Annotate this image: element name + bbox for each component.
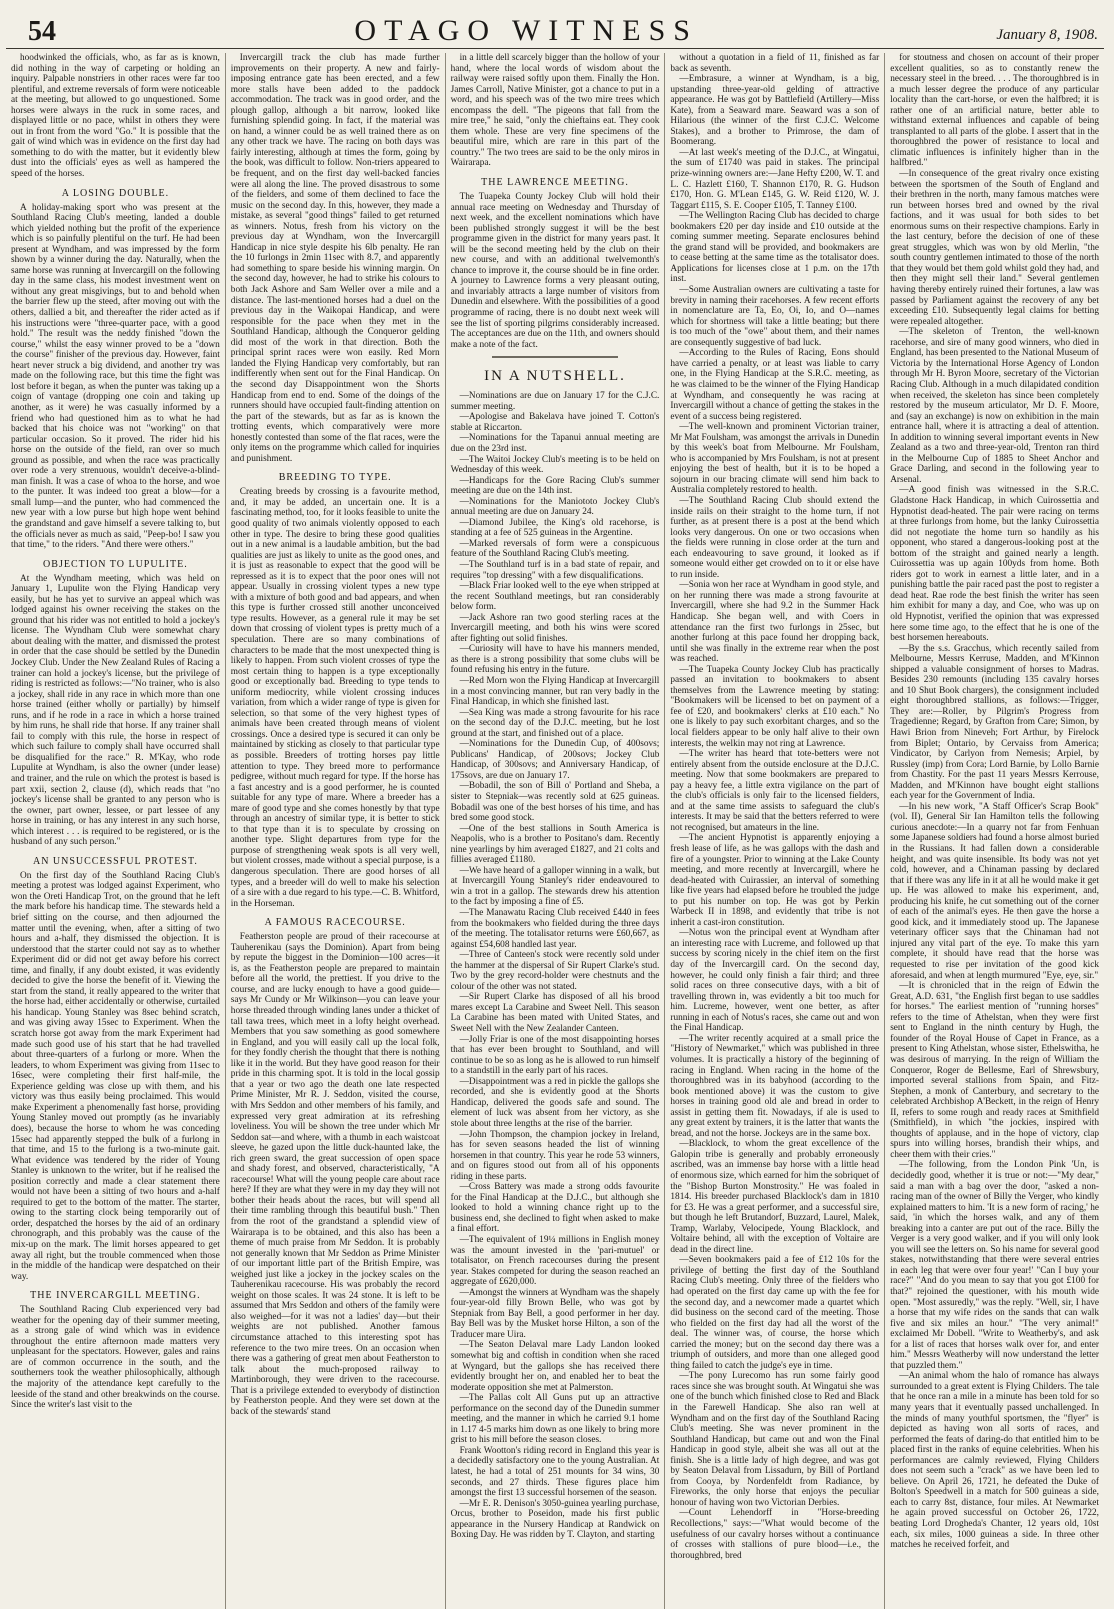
section-heading: OBJECTION TO LUPULITE.	[43, 558, 188, 570]
article-paragraph: —Seven bookmakers paid a fee of £12 10s for the privilege of betting the first day of the Southland Racing Club's meeting. Only three of the fielders who had operated on the first day came up with the fee for the second day, and a newcomer made a quartet which did business on the second card of the meeting. Those who fielded on the first day had all the worst of the deal. The winner was, of course, the horse which carried the money; but on the second day there was a triumph of outsiders, and more than one alleged good thing failed to catch the judge's eye in time.	[670, 1255, 880, 1371]
article-paragraph: —According to the Rules of Racing, Eons should have carried a penalty, or at least was liable to carry one, in the Flying Handicap at the S.R.C. meeting, as he was claimed to be the winner of the Flying Handicap at Wyndham, and consequently he was racing at Invercargill without a chance of getting the stakes in the event of a success being registered.	[670, 348, 880, 422]
article-paragraph: —Sea King was made a strong favourite for his race on the second day of the D.J.C. meeting, but he lost ground at the start, and finished out of a place.	[450, 707, 660, 739]
article-paragraph: —We have heard of a galloper winning in a walk, but at Invercargill Young Stanley's rider endeavoured to win a trot in a gallop. The stewards drew his attention to the fact by imposing a fine of £5.	[450, 865, 660, 908]
section-divider	[492, 356, 617, 358]
article-paragraph: hoodwinked the officials, who, as far as is known, did nothing in the way of carpeting or holding an inquiry. Palpable nonstriers in other races were far too plentiful, and extreme reversals of form were noticeable at the meeting, but allowed to go unquestioned. Some horses were always in the ruck in some races, and displayed little or no pace, whilst in others they were out in front from the word "Go." It is possible that the gait of wind which was in evidence on the first day had something to do with the matter, but it evidently blew dust into the officials' eyes as well as hampered the speed of the horses.	[11, 53, 220, 180]
article-paragraph: —Some Australian owners are cultivating a taste for brevity in naming their racehorses. A few recent efforts in nomenclature are Ta, Eo, Oi, Io, and O—names which for shortness will take a little beating; but there is too much of the "owe" about them, and their names are consequently suggestive of bad luck.	[670, 285, 880, 348]
newspaper-title: OTAGO WITNESS	[354, 14, 698, 47]
article-paragraph: Featherston people are proud of their racecourse at Tauherenikau (says the Dominion). Apart from being by repute the biggest in the Dominion—100 acres—it is, as the Featherston people are prepared to maintain before all the world, the prettiest. If you drive to the course, and are lucky enough to have a good guide—says Mr Cundy or Mr Wilkinson—you can leave your horse threaded through winding lanes under a thicket of tall tawa trees, which meet in a lofty height overhead. Members that you saw something as good somewhere in England, and you will easily call up the local folk, for they fondly cherish the thought that there is nothing like it in the world. But they have good reason for their pride in this charming spot. It is told in the local gossip that a year or two ago the death one late respected Prime Minister, Mr R. J. Seddon, visited the course, with Mrs Seddon and other members of his family, and expressed very great admiration at its refreshing loveliness. You will be shown the tree under which Mr Seddon sat—and where, with a thumb in each waistcoat sleeve, he gazed upon the little duck-haunted lake, the rich green sward, the great succession of open space and shady forest, and observed, characteristically, "A racecourse! What will the young people care about race here? If they are what they were in my day they will not bother their heads about the races, but will spend all their time rambling through this beautiful bush." Then from the root of the grandstand a splendid view of Wairarapa is to be obtained, and this also has been a theme of much praise from Mr Seddon. It is probably not generally known that Mr Seddon as Prime Minister of our important little part of the British Empire, was weighed just like a jockey in the jockey scales on the Tauherenikau racecourse. His was probably the record weight on those scales. It was 24 stone. It is left to be assumed that Mrs Seddon and others of the family were also weighed—for it was not a ladies' day—but their weights are not published. Another famous circumstance attached to this interesting spot has reference to the two mire trees. On an occasion when there was a gathering of great men about Featherston to talk about the much-proposed railway to Martinborough, they were driven to the racecourse. That is a privilege extended to everybody of distinction by Featherston people. And they were set down at the back of the stewards' stand	[230, 932, 440, 1417]
article-paragraph: —Blacklock, to whom the great excellence of the Galopin tribe is generally and probably erroneously ascribed, was an immense bay horse with a little head of enormous size, which earned for him the sobriquet of the "Bishop Burton Monstrosity." He was foaled in 1814. His breeder purchased Blacklock's dam in 1810 for £3. He was a great performer, and a successful sire, but though he left Brutandorf, Buzzard, Laurel, Malek, Tramp, Warlaby, Velocipede, Young Blacklock, and Voltaire behind, all with the exception of Voltaire are dead in the direct line.	[670, 1139, 880, 1255]
section-heading: A FAMOUS RACECOURSE.	[264, 917, 406, 929]
article-paragraph: —Nominations for the Tapanui annual meeting are due on the 23rd inst.	[450, 433, 660, 454]
article-paragraph: —The skeleton of Trenton, the well-known racehorse, and sire of many good winners, who died in England, has been presented to the National Museum of Victoria by the International Horse Agency of London through Mr H. Byron Moore, secretary of the Victorian Racing Club. Although in a much dilapidated condition when received, the skeleton has since been completely restored by the museum articulator, Mr D. F. Moore, and (say an exchange) is now on exhibition in the main entrance hall, where it is attracting a deal of attention. In addition to winning several important events in New Zealand as a two and three-year-old, Trenton ran third in the Melbourne Cup of 1885 to Sheet Anchor and Grace Darling, and second in the following year to Arsenal.	[890, 327, 1099, 485]
article-paragraph: —In his new work, "A Staff Officer's Scrap Book" (vol. II), General Sir Ian Hamilton tells the following curious anecdote:—In a quarry not far from Fenhuan some Japanese soldiers had found a horse almost buried in the Russians. It had fallen down a considerable height, and was quite insensible. Its body was not yet cold, however, and a Chinaman passing by declared that if there was any life in it at all he would make it get up. He was allowed to make his experiment, and, producing his knife, he cut something out of the corner of each of the animal's eyes. He then gave the horse a good kick, and it immediately stood up. The Japanese veterinary officer says that the Chinaman had not injured any vital part of the eye. To make this yarn complete, it should have read that the horse was requested to rise per invitation of the good kick aforesaid, and when at length murmured "Eye, eye, sir."	[890, 801, 1099, 981]
article-paragraph: for stoutness and chosen on account of their proper excellent qualities, so as to constantly renew the necessary steel in the breed. . . . The thoroughbred is in a much lesser degree the produce of any particular locality than the cart-horse, or even the halfbred; it is rather one of an artificial nature, better able to withstand external influences and capable of being transplanted to all parts of the globe. I assert that in the thoroughbred the power of resistance to local and climatic influences is infinitely higher than in the halfbred."	[890, 53, 1099, 169]
article-paragraph: The Tuapeka County Jockey Club will hold their annual race meeting on Wednesday and Thursday of next week, and the excellent nominations which have been published strongly suggest it will be the best programme given in the district for many years past. It will be the second meeting held by the club on their new course, and with an additional twelvemonth's chance to improve it, the course should be in fine order. A journey to Lawrence forms a very pleasant outing, and invariably attracts a large number of visitors from Dunedin and elsewhere. With the possibilities of a good programme of racing, there is no doubt next week will see the list of sporting pilgrims considerably increased. The acceptances are due on the 11th, and owners should make a note of the fact.	[450, 192, 660, 350]
article-paragraph: —By the s.s. Gracchus, which recently sailed from Melbourne, Messrs Kerruse, Madden, and M'Kinnon shipped a valuable consignment of horses to Madras. Besides 230 remounts (including 135 cavalry horses and 10 Shut Book chargers), the consignment included eight thoroughbred stallions, as follows:—Trigger, They are:—Roller, by Pilgrim's Progress from Tragedienne; Regard, by Grafton from Care; Simon, by Hawi Brion from Nineveh; Fort Arthur, by Firelock from Biplet; Ontario, by Cervaiss from America; Vindicator, by Carlyon from Nemesis; Arpiel, by Russley (imp) from Cora; Lord Barnie, by Lollo Barnie from Chastity. For the past 11 years Messrs Kerrouse, Madden, and M'Kinnon have bought eight stallions each year for the Government of India.	[890, 643, 1099, 802]
article-paragraph: —Amongst the winners at Wyndham was the shapely four-year-old filly Brown Belle, who was got by Stepniak from Bay Bell, a good performer in her day. Bay Bell was by the Musket horse Hilton, a son of the Traducer mare Uira.	[450, 1287, 660, 1340]
article-paragraph: —The Tuapeka County Jockey Club has practically passed an invitation to bookmakers to absent themselves from the Lawrence meeting by stating: "Bookmakers will be licensed to bet on payment of a fee of £20, and bookmakers' clerks at £10 each." No one is likely to pay such exorbitant charges, and so the local fielders appear to be only half alive to their own interests, the welkin may not ring at Lawrence.	[670, 664, 880, 749]
article-paragraph: —Apologise and Bakelava have joined T. Cotton's stable at Riccarton.	[450, 412, 660, 433]
article-paragraph: —Nominations for the Dunedin Cup, of 400sovs; Publicans' Handicap, of 200sovs; Jockey Club Handicap, of 300sovs; and Anniversary Handicap, of 175sovs, are due on January 17.	[450, 739, 660, 781]
section-heading: IN A NUTSHELL.	[484, 368, 626, 385]
section-heading: A LOSING DOUBLE.	[61, 187, 170, 199]
article-paragraph: —The Waitoi Jockey Club's meeting is to be held on Wednesday of this week.	[450, 454, 660, 476]
article-paragraph: —The Southland turf is in a bad state of repair, and requires "top dressing" with a few disqualifications.	[450, 559, 660, 581]
article-paragraph: —The well-known and prominent Victorian trainer, Mr Mat Foulsham, was amongst the arrivals in Dunedin by this week's boat from Melbourne. Mr Foulsham, who is accompanied by Mrs Foulsham, is not at present enjoying the best of health, but it is to be hoped a sojourn in our bracing climate will send him back to Australia completely restored to health.	[670, 422, 880, 496]
article-paragraph: —Embrasure, a winner at Wyndham, is a big, upstanding three-year-old gelding of attractive appearance. He was got by Battlefield (Artillery—Miss Kate), from a Seaward mare. Seaward was a son of Hilarious (the winner of the first C.J.C. Welcome Stakes), and a brother to Primrose, the dam of Boomerang.	[670, 74, 880, 148]
article-paragraph: —John Thompson, the champion jockey in Ireland, has for seven seasons headed the list of winning horsemen in that country. This year he rode 53 winners, and on figures stood out from all of his opponents riding in these parts.	[450, 1129, 660, 1182]
article-paragraph: —Red Morn won the Flying Handicap at Invercargill in a most convincing manner, but ran very badly in the Final Handicap, in which she finished last.	[450, 675, 660, 708]
article-paragraph: —The Pallas colt All Guns put up an attractive performance on the second day of the Dunedin summer meeting, and the manner in which he carried 9.1 home in 1.17 4-5 marks him down as one likely to bring more grist to his mill before the season closes.	[450, 1393, 660, 1446]
article-paragraph: —Black Friar looked well to the eye when stripped at the recent Southland meetings, but ran considerably below form.	[450, 581, 660, 613]
article-paragraph: —Diamond Jubilee, the King's old racehorse, is standing at a fee of 525 guineas in the Argentine.	[450, 517, 660, 539]
article-paragraph: —At last week's meeting of the D.J.C., at Wingatui, the sum of £1740 was paid in stakes. The principal prize-winning owners are:—Jane Hefty £200, W. T. and L. C. Hazlett £160, T. Shannon £170, R. G. Hudson £170, Hon. G. M'Lean £145, G. W. Reid £120, W. J. Taggart £115, S. E. Cooper £105, T. Tanney £100.	[670, 147, 880, 211]
article-paragraph: —Curiosity will have to have his manners mended, as there is a strong possibility that some clubs will be found refusing his entry in the future.	[450, 644, 660, 676]
article-paragraph: —An animal whom the halo of romance has always surrounded to a great extent is Flying Childers. The tale that he once ran a mile in a minute has been told for so many years that it eventually passed unchallenged. In the minds of many youthful sportsmen, the "flyer" is depicted as having won all sorts of races, and performed the feats of daring-do that entitled him to be placed first in the ranks of equine celebrities. When his performances are calmly reviewed, Flying Childers does not seem such a "crack" as we have been led to believe. On April 26, 1721, he defeated the Duke of Bolton's Speedwell in a match for 500 guineas a side, each to carry 8st, distance, four miles. At Newmarket he again proved successful on October 26, 1722, beating Lord Drogheda's Chanter, 12 years old, 10st each, six miles, 1000 guineas a side. In three other matches he received forfeit, and	[890, 1371, 1099, 1551]
article-paragraph: —Three of Canteen's stock were recently sold under the hammer at the dispersal of Sir Rupert Clarke's stud. Two by the grey record-holder were chestnuts and the colour of the other was not stated.	[450, 950, 660, 992]
article-paragraph: —The Wellington Racing Club has decided to charge bookmakers £20 per day inside and £10 outside at the coming summer meeting. Separate enclosures behind the grand stand will be provided, and bookmakers are to cease betting at the same time as the totalisator does. Applications for licenses close at 1 p.m. on the 17th inst.	[670, 211, 880, 285]
article-paragraph: —In consequence of the great rivalry once existing between the sportsmen of the South of England and their brethren in the north, many famous matches were run between horses bred and owned by the rival factions, and it was usual for both sides to bet enormous sums on their respective champions. Early in the last century, before the decision of one of these great struggles, which was won by old Merlin, "the south country gentlemen intimated to those of the north that they would bet them gold whilst gold they had, and then they might sell their land." Several gentlemen having thereby entirely ruined their fortunes, a law was passed by Parliament against the recovery of any bet exceeding £10. Subsequently legal claims for betting were repealed altogether.	[890, 169, 1099, 327]
article-paragraph: A holiday-making sport who was present at the Southland Racing Club's meeting, landed a double which yielded nothing but the profit of the experience which is so painfully plentiful on the turf. He had been present at Wyndham, and was impressed by the form shown by a winner during the day. Naturally, when the same horse was running at Invercargill on the following day in the same class, his modest investment went on without any great misgivings, but to and behold when the barrier flew up the steed, after moving out with the others, dallied a bit, and thereafter the rider acted as if his instructions were "three-quarter pace, with a good hold." The result was the neddy finished "down the course," whilst the easy winner proved to be a "down the course" finisher of the previous day. However, faint heart never struck a big dividend, and another try was made on the following race, but this time the fight was lost before it began, as when the punter was taking up a coign of vantage (dropping one coin and taking up another, as it were) he was casually informed by a friend who had questioned him as to what he had backed that his choice was not "working" on that particular occasion. So it proved. The rider hid his horse on the outside of the field, ran over so much ground as possible, and when the race was practically over rode a very strenuous, wouldn't deceive-a-blind-man finish. It was a case of whoa to the horse, and woe to the punter. It was indeed too great a blow—for a small lump—and the punter, who had commenced the new year with a low purse but high hope went behind the grandstand and gave himself a severe talking to, but the officials never as much as said, "Peep-bo! I saw you that time," to the riders. "And there were others."	[11, 202, 220, 551]
article-paragraph: —Jolly Friar is one of the most disappointing horses that has ever been brought to Southland, and will continue to be so as long as he is allowed to run himself to a standstill in the early part of his races.	[450, 1034, 660, 1077]
section-heading: THE LAWRENCE MEETING.	[481, 177, 629, 189]
page-number: 54	[28, 16, 56, 47]
section-heading: THE INVERCARGILL MEETING.	[30, 1290, 201, 1302]
article-paragraph: —Count Lehendorff in "Horse-breeding Recollections," says:—"What would become of the usefulness of our cavalry horses without a continuance of crosses with stallions of pure blood—i.e., the thoroughbred, bred	[670, 1508, 880, 1561]
article-paragraph: Creating breeds by crossing is a favourite method, and, it may be added, an uncertain one. It is a fascinating method, too, for it looks feasible to unite the good quality of two animals violently opposed to each other in type. The desire to bring these good qualities out in a new animal is a laudable ambition, but the bad qualities are just as likely to unite as the good ones, and it is just as reasonable to expect that the good will be repressed as it is to expect that the poor ones will not appear. Usually in crossing violent types a new type with a mixture of both good and bad appears, and when this type is further crossed still another unconceived type results. However, as a general rule it may be set down that crossing of violent types is pretty much of a speculation. There are so many combinations of characters to be made that the most unexpected thing is likely to happen. From such violent crosses of type the most certain thing to happen is a type exceptionally good or exceptionally bad. Breeding to type tends to uniform mediocrity, while violent crossing induces variation, from which a wider range of type is given for selection, so that some of the very highest types of animals have been created through means of violent crossings. Once a desired type is secured it can only be maintained by sticking as closely to that particular type as possible. Breeders of trotting horses pay little attention to type. They breed more to performance pedigree, without much regard for type. If the horse has a fast ancestry and is a good performer, he is counted suitable for any type of mare. Where a breeder has a mare of good type and she comes honestly by that type through an ancestry of similar type, it is better to stick to that type than it is to speculate by crossing on another type. Slight departures from type for the purpose of strengthening weak spots is all very well, but violent crosses, made without a special purpose, is a dangerous speculation. There are good horses of all types, and a breeder will do well to make his selection of a sire with a due regard to his type.—C. B. Whitford, in the Horseman.	[230, 487, 440, 909]
article-paragraph: —Disappointment was a red in pickle the gallops she recorded, and she is evidently good at the Shorts Handicap, delivered the goods safe and sound. The element of luck was absent from her victory, as she stole about three lengths at the rise of the barrier.	[450, 1076, 660, 1129]
article-paragraph: —Marked reversals of form were a conspicuous feature of the Southland Racing Club's meeting.	[450, 538, 660, 560]
article-paragraph: —Sonia won her race at Wyndham in good style, and on her running there was made a strong favourite at Invercargill, where she had 9.2 in the Summer Hack Handicap. She began well, and with Coers in attendance ran the first two furlongs in 25sec, but another furlong at this pace found her dropping back, until she was finally in the extreme rear when the post was reached.	[670, 580, 880, 665]
article-paragraph: —Jack Ashore ran two good sterling races at the Invercargill meeting, and both his wins were scored after fighting out solid finishes.	[450, 612, 660, 644]
article-paragraph: —The following, from the London Pink 'Un, is decidedly good, whether it is true or not:—"My dear," said a man with a bag over the door, "asked a non-racing man of the owner of Billy the Verger, who kindly explained matters to him. 'It is a new form of racing,' he said, 'in which the horses walk, and any of them breaking into a canter are put out of the race. Billy the Verger is a very good walker, and if you will only look you will see the letters on. So his name for several good stakes, notwithstanding that there were several entries in each leg that were over four year!' "Can I buy your race?" "And do you mean to say that you got £100 for that?" rejoined the questioner, with his mouth wide open. "Most assuredly," was the reply. "Well, sir, I have a horse that my wife rides on the sands that can walk five and six miles an hour." "The very animal!" exclaimed Mr Dobell. "Write to Weatherby's, and ask for a list of races that horses walk over for, and enter him." Messrs Weatherby will now understand the letter that puzzled them."	[890, 1160, 1099, 1371]
article-paragraph: —The writer recently acquired at a small price the "History of Newmarket," which was published in three volumes. It is practically a history of the beginning of racing in England. When racing in the home of the thoroughbred was in its babyhood (according to the book mentioned above) it was the custom to give horses in training good old ale and bread in order to assist in getting them fit. Nowadays, if ale is used to any great extent by trainers, it is the latter that wants the bread, and not the horse. Jockeys are in the same box.	[670, 1033, 880, 1139]
article-paragraph: —The equivalent of 19¼ millions in English money was the amount invested in the 'pari-mutuel' or totalisator, on French racecourses during the present year. Stakes competed for during the season reached an aggregate of £620,000.	[450, 1234, 660, 1288]
article-paragraph: —The pony Lurecomo has run some fairly good races since she was brought south. At Wingatui she was one of the bunch which finished close to Red and Black in the Farewell Handicap. She also ran well at Wyndham and on the first day of the Southland Racing Club's meeting. She was never prominent in the Southland Handicap, but came out and won the Final Handicap in good style, albeit she was all out at the finish. She is a little lady of high degree, and was got by Seaton Delaval from Lissadurn, by Bill of Portland from Cooya, by Nordenfeldt from Radiance, by Fireworks, the only horse that enjoys the peculiar honour of having won two Victorian Derbies.	[670, 1371, 880, 1508]
column-2	[225, 53, 445, 1609]
article-paragraph: without a quotation in a field of 11, finished as far back as seventh.	[670, 53, 880, 74]
section-heading: BREEDING TO TYPE.	[278, 472, 392, 484]
column-1	[6, 53, 225, 1609]
article-paragraph: —A good finish was witnessed in the S.R.C. Gladstone Hack Handicap, in which Cuirossettia and Hypnotist dead-heated. The pair were racing on terms at three furlongs from home, but the lanky Cuirossettia did not negotiate the home turn so handily as his opponent, who stared a dangerous-looking post at the bottom of the straight and gained nearly a length. Cuirossettia was up again 100yds from home. Both riders got to work in earnest a little later, and in a punishing battle the pair raced past the post to register a dead heat. Rae rode the best finish the writer has seen him exhibit for many a day, and Coe, who was up on old Hypnotist, verified the opinion that was expressed here some time ago, to the effect that he is one of the best horsemen hereabouts.	[890, 485, 1099, 644]
article-paragraph: —One of the best stallions in South America is Neapolis, who is a brother to Positano's dam. Recently nine yearlings by him averaged £1827, and 21 colts and fillies averaged £1180.	[450, 823, 660, 866]
article-paragraph: —The ancient Hypnotist is apparently enjoying a fresh lease of life, as he was gallops with the dash and fire of a youngster. Prior to winning at the Lake County meeting, and more recently at Invercargill, where he dead-heated with Cuirassier, an interval of something like five years had elapsed before he troubled the judge to put his number on top. He was got by Perkin Warbeck II in 1898, and evidently that tribe is not inherit a cast-iron constitution.	[670, 833, 880, 928]
article-paragraph: —The Southland Racing Club should extend the inside rails on their straight to the home turn, if not further, as at present there is a post at the bend which looks very dangerous. On one or two occasions when the fields were running in close order at the turn and each endeavouring to save ground, it looked as if someone would either get crowded on to it or else have to run inside.	[670, 495, 880, 580]
column-3	[445, 53, 665, 1609]
article-paragraph: —It is chronicled that in the reign of Edwin the Great, A.D. 631, "the English first began to use saddles for horses." The earliest mention of "running horses" refers to the time of Athelstan, when they were first sent to England in the ninth century by Hugh, the founder of the Royal House of Capet in France, as a present to King Athelstan, whose sister, Ethelswitha, he was desirous of marrying. In the reign of William the Conqueror, Roger de Bellesme, Earl of Shrewsbury, imported several stallions from Spain, and Fitz-Stephen, a monk of Canterbury, and secretary to the celebrated Archbishop A'Beckett, in the reign of Henry II, refers to some rough and ready races at Smithfield (Smithfield), in which "the jockies, inspired with thoughts of applause, and in the hope of victory, clap spurs into willing horses, brandish their whips, and cheer them with their cries."	[890, 981, 1099, 1160]
article-paragraph: On the first day of the Southland Racing Club's meeting a protest was lodged against Experiment, who won the Oreti Handicap Trot, on the ground that he left the mark before his handicap time. The stewards held a brief sitting on the course, and then adjourned the matter until the evening, when, after a sitting of two hours and a-half, they dismissed the objection. It is understood that the starter could not say as to whether Experiment did or did not get away before his correct time, and finally, if any doubt existed, it was evidently decided to give the horse the benefit of it. Viewing the start from the stand, it really appeared to the writer that the horse had, either accidentally or otherwise, curtailed his handicap. Young Stanley was 8sec behind scratch, and was giving away 15sec to Experiment. When the scratch horse got away from the mark Experiment had made such good use of his start that he had travelled about three-quarters of a furlong or more. When the leaders, to whom Experiment was giving from 11sec to 16sec, were completing their first half-mile, the Experience gelding was close up with them, and his victory was thus easily being proclaimed. This would make Experiment a phenomenally fast horse, providing Young Stanley moved out promptly (as he invariably does), because the horse to whom he was conceding 15sec had apparently stepped the bulk of a furlong in that time, and 15 to the furlong is a two-minute gait. What evidence was tendered by the rider of Young Stanley is unknown to the writer, but if he realised the position correctly and made a clear statement there would not have been a sitting of two hours and a-half required to get to the bottom of the matter. The starter, owing to the starting clock being temporarily out of order, despatched the horses by the aid of an ordinary chronograph, and this probably was the cause of the mix-up on the mark. The limit horses appeared to get away all right, but the trouble commenced when those in the middle of the handicap were despatched on their way.	[11, 870, 220, 1282]
article-paragraph: —Nominations for the Maniototo Jockey Club's annual meeting are due on January 24.	[450, 496, 660, 518]
article-paragraph: At the Wyndham meeting, which was held on January 1, Lupulite won the Flying Handicap very easily, but he has yet to survive an appeal which was lodged against his owner receiving the stakes on the ground that his rider was not entitled to hold a jockey's license. The Wyndham Club were somewhat chary about dealing with the matter, and dismissed the protest in order that the case should be settled by the Dunedin Jockey Club. Under the New Zealand Rules of Racing a trainer can hold a jockey's license, but the privilege of riding is restricted as follows:—"No trainer, who is also a jockey, shall ride in any race in which more than one horse trained (either wholly or partially) by himself runs, and if he rode in a race in which a horse trained by him runs, he shall ride that horse. If any trainer shall fail to comply with this rule, the horse in respect of which such failure to comply shall have occurred shall be disqualified for the race." R. M'Kay, who rode Lupulite at Wyndham, is also the owner (under lease) and trainer, and the rule on which the protest is based is part xxii, section 2, clause (d), which reads that "no jockey's license shall be granted to any person who is the owner, part owner, lessee, or part lessee of any horse in training, or has any interest in any such horse, which interest . . . is required to be registered, or is the husband of any such person."	[11, 573, 220, 848]
masthead	[6, 6, 1104, 49]
article-paragraph: Invercargill track the club has made further improvements on their property. A new and fairly-imposing entrance gate has been erected, and a few more stalls have been added to the paddock accommodation. The track was in good order, and the plough gallop, although a bit narrow, looked like furnishing splendid going. In fact, if the material was on hand, a winner could be as well trained there as on any other track we have. The racing on both days was fairly interesting, although at times the form, going by the book, was difficult to follow. Non-triers appeared to be frequent, and on the first day well-backed fancies were all along the line. The proved disastrous to some of the fielders, and some of them declined to face the music on the second day. In this, however, they made a mistake, as several "good things" failed to get returned as winners. Notus, fresh from his victory on the previous day at Wyndham, won the Invercargill Handicap in nice style despite his 6lb penalty. He ran the 10 furlongs in 2min 11sec with 8.7, and apparently had something to spare beside his winning margin. On the second day, however, he had to strike his colours to both Jack Ashore and Sam Weller over a mile and a distance. The last-mentioned horses had a duel on the previous day in the Waikopai Handicap, and were responsible for the pace when they met in the Southland Handicap, although the Conqueror gelding did most of the work in that direction. Both the principal sprint races were won easily. Red Morn landed the Flying Handicap very comfortably, but ran indifferently when sent out for the Final Handicap. On the second day Disappointment won the Shorts Handicap from end to end. Some of the doings of the runners should have occupied fault-finding attention on the part of the stewards, but as far as is known the trotting events, which comparatively were more honestly contested than some of the flat races, were the only items on the programme which called for inquiries and punishment.	[230, 53, 440, 464]
article-paragraph: Frank Wootton's riding record in England this year is a decidedly satisfactory one to the young Australian. At latest, he had a total of 251 mounts for 34 wins, 30 seconds, and 27 thirds. These figures place him amongst the first 13 successful horsemen of the season.	[450, 1445, 660, 1499]
section-heading: AN UNSUCCESSFUL PROTEST.	[32, 855, 198, 867]
issue-date: January 8, 1908.	[996, 27, 1098, 43]
article-paragraph: —Cross Battery was made a strong odds favourite for the Final Handicap at the D.J.C., but although she looked to hold a winning chance right up to the business end, she declined to fight when asked to make a final effort.	[450, 1182, 660, 1235]
article-paragraph: —Bobadil, the son of Bill o' Portland and Sheba, a sister to Stepniak—was recently sold at 625 guineas. Bobadil was one of the best horses of his time, and has bred some good stock.	[450, 781, 660, 824]
article-paragraph: —Notus won the principal event at Wyndham after an interesting race with Lucreme, and followed up that success by scoring nicely in the chief item on the first day of the Invercargill card. On the second day, however, he could only finish a fair third; and three solid races on three consecutive days, with a bit of travelling thrown in, was evidently a bit too much for him. Lucreme, however, went one better, as after running in each of Notus's races, she came out and won the Final Handicap.	[670, 928, 880, 1034]
article-paragraph: in a little dell scarcely bigger than the hollow of your hand, where the local words of wisdom about the railway were raised softly upon them. Finally the Hon. James Carroll, Native Minister, got a chance to put in a word, and his speech was of the two mire trees which encompass the dell. "The pigeons that fall from the mire tree," he said, "only the chieftains eat. They cook them whole. These are very fine specimens of the beautiful mire, which are rare in this part of the country." The two trees are said to be the only miros in Wairarapa.	[450, 53, 660, 169]
column-4	[664, 53, 884, 1609]
article-paragraph: The Southland Racing Club experienced very bad weather for the opening day of their summer meeting, as a strong gale of wind which was in evidence throughout the entire afternoon made matters very unpleasant for the spectators. However, gales and rains are of common occurrence in the south, and the southerners took the weather philosophically, although the majority of the attendance kept carefully to the leeside of the stand and other breakwinds on the course. Since the writer's last visit to the	[11, 1305, 220, 1411]
article-paragraph: —Handicaps for the Gore Racing Club's summer meeting are due on the 14th inst.	[450, 475, 660, 497]
article-paragraph: —Mr E. R. Denison's 3050-guinea yearling purchase, Orcus, brother to Poseidon, made his first public appearance in the Nursery Handicap at Randwick on Boxing Day. He was ridden by T. Clayton, and starting	[450, 1498, 660, 1541]
column-5	[884, 53, 1104, 1609]
text-columns	[6, 53, 1104, 1609]
article-paragraph: —The writer has heard that tote-betters were not entirely absent from the outside enclosure at the D.J.C. meeting. Now that some bookmakers are prepared to pay a heavy fee, a little extra vigilance on the part of the club's officials is only fair to the licensed fielders, and at the same time assists to safeguard the club's interests. It may be said that the betters referred to were not recognised, but amateurs in the line.	[670, 749, 880, 833]
article-paragraph: —Sir Rupert Clarke has disposed of all his brood mares except La Carabine and Sweet Nell. This season La Carabine has been mated with United States, and Sweet Nell with the New Zealander Canteen.	[450, 992, 660, 1035]
article-paragraph: —Nominations are due on January 17 for the C.J.C. summer meeting.	[450, 391, 660, 412]
article-paragraph: —The Manawatu Racing Club received £440 in fees from the bookmakers who fielded during the three days of the meeting. The totalisator returns were £60,667, as against £54,608 handled last year.	[450, 908, 660, 950]
article-paragraph: —The Seaton Delaval mare Lady Landon looked somewhat big and coftish in condition when she raced at Wyngard, but the gallops she has received there evidently brought her on, and enabled her to beat the moderate opposition she met at Palmerston.	[450, 1340, 660, 1393]
